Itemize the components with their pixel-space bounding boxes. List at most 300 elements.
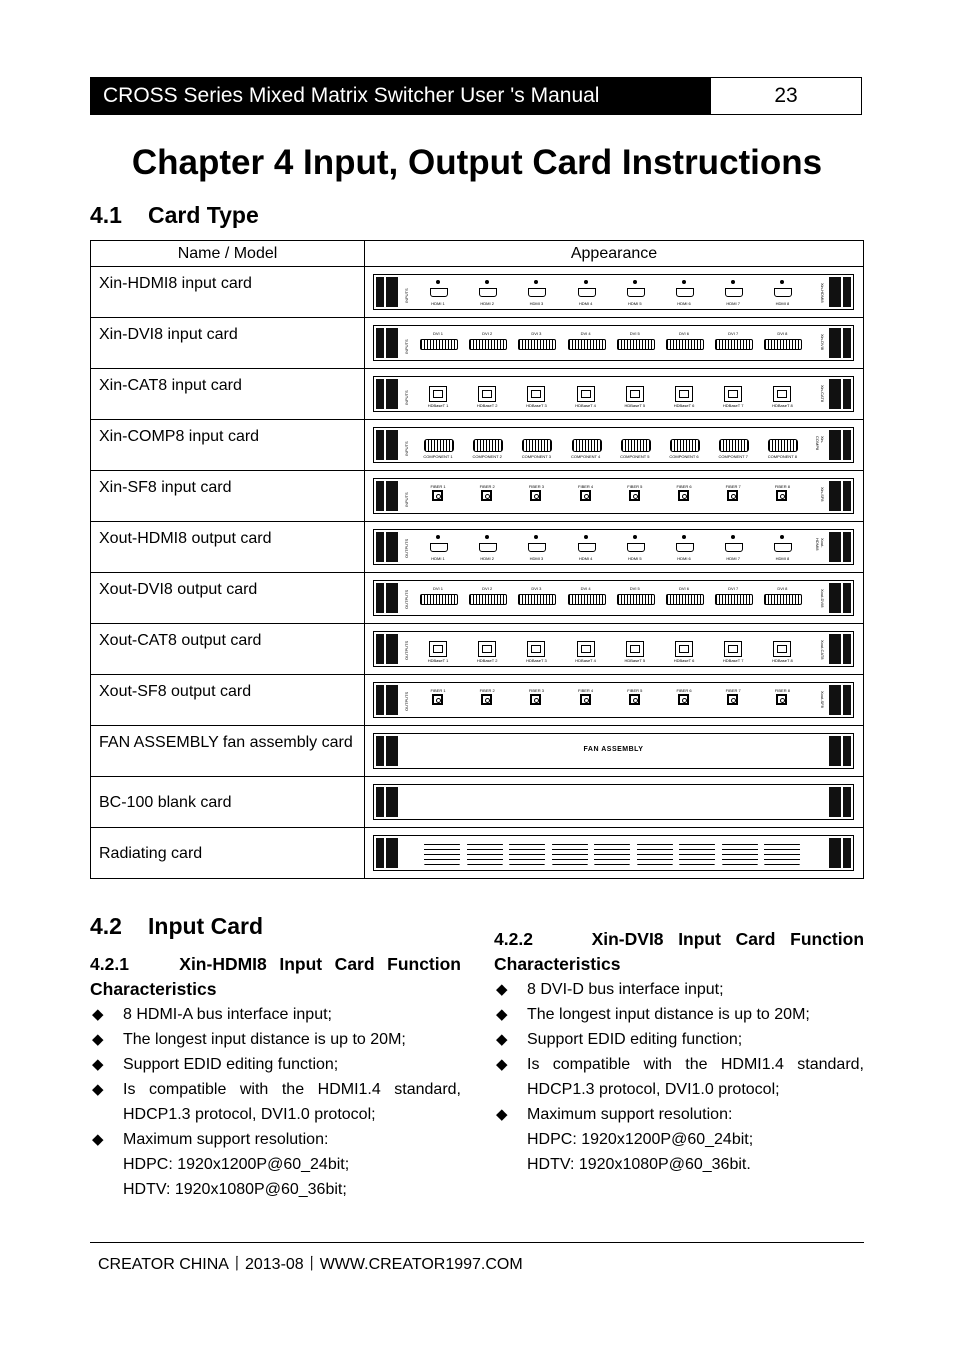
hdmi-connector-icon — [627, 543, 645, 552]
port-label: COMPONENT 5 — [620, 454, 650, 459]
dvi-connector-icon — [764, 594, 802, 605]
port-label: HDBaseT 3 — [526, 403, 547, 408]
vent-slots-icon — [722, 841, 758, 867]
vent-slots-icon — [594, 841, 630, 867]
card-appearance — [365, 267, 864, 318]
panel-side-label-right: Xin-SF8 — [820, 487, 825, 502]
subsection-heading-4-2-1 — [90, 952, 461, 1002]
panel-mounting-ear — [376, 379, 398, 409]
panel-side-label-left: INPUTS — [404, 441, 409, 456]
port-label: HDBaseT 1 — [427, 403, 449, 408]
port-label: HDMI 2 — [480, 556, 494, 561]
power-led-icon — [731, 280, 735, 284]
panel-side-label-left: INPUTS — [404, 492, 409, 507]
rj-port — [467, 637, 507, 663]
hdmi-port — [566, 280, 606, 306]
power-led-icon — [780, 280, 784, 284]
bullet-item: ◆ 8 DVI-D bus interface input; — [494, 977, 864, 1002]
rj45-connector-icon — [527, 386, 545, 402]
hdmi-connector-icon — [479, 288, 497, 297]
column-header-appearance: Appearance — [365, 241, 864, 267]
table-row — [91, 828, 864, 879]
port-label: DVI 3 — [531, 331, 542, 336]
panel-mounting-ear — [376, 787, 398, 817]
panel-face — [400, 379, 827, 409]
card-name: Xin-COMP8 input card — [91, 420, 365, 471]
panel-mounting-ear — [829, 736, 851, 766]
card-appearance — [365, 522, 864, 573]
port-label: HDBaseT 7 — [722, 658, 744, 663]
panel-mounting-ear — [829, 838, 851, 868]
subsection-number: 4.2.2 — [494, 929, 533, 949]
dvi-connector-icon — [568, 339, 606, 350]
fiber-port — [713, 484, 753, 510]
card-name: Xin-DVI8 input card — [91, 318, 365, 369]
hdmi-port — [664, 535, 704, 561]
port-label: HDMI 7 — [726, 301, 740, 306]
panel-mounting-ear — [376, 838, 398, 868]
section-number: 4.2 — [90, 913, 122, 939]
dvi-port — [762, 586, 802, 612]
fiber-port — [762, 688, 802, 714]
rj45-connector-icon — [429, 641, 447, 657]
rj-port — [762, 382, 802, 408]
hdmi-connector-icon — [725, 288, 743, 297]
fiber-connector-icon — [776, 694, 787, 705]
port-label: FIBER 4 — [578, 688, 594, 693]
rj-port — [566, 382, 606, 408]
footer-divider — [90, 1242, 864, 1243]
db-port — [713, 433, 753, 459]
port-label: HDMI 8 — [775, 556, 790, 561]
resolution-line: HDTV: 1920x1080P@60_36bit. — [527, 1156, 751, 1173]
port-label: HDMI 3 — [529, 301, 544, 306]
dvi-port — [418, 331, 458, 357]
rj-port — [418, 382, 458, 408]
port-label: HDMI 2 — [480, 301, 494, 306]
dvi-port — [467, 331, 507, 357]
card-panel-image — [373, 274, 854, 310]
section-heading-4-1 — [90, 202, 259, 229]
panel-face — [400, 481, 827, 511]
vga-connector-icon — [424, 439, 454, 452]
panel-side-label-right: Xout-SF8 — [820, 691, 825, 708]
panel-side-label-right: Xin-HDMI8 — [820, 283, 825, 303]
card-appearance — [365, 369, 864, 420]
fiber-connector-icon — [481, 490, 492, 501]
dvi-connector-icon — [666, 339, 704, 350]
dvi-connector-icon — [469, 594, 507, 605]
power-led-icon — [633, 535, 637, 539]
panel-side-label-right: Xout-HDMI8 — [815, 538, 825, 551]
hdmi-port — [467, 535, 507, 561]
panel-side-label-right: Xin-COMP8 — [815, 436, 825, 451]
power-led-icon — [534, 535, 538, 539]
port-label: DVI 1 — [432, 586, 443, 591]
table-row — [91, 471, 864, 522]
fiber-port — [664, 484, 704, 510]
card-panel-image — [373, 784, 854, 820]
db-port — [418, 433, 458, 459]
fiber-port — [516, 484, 556, 510]
rj45-connector-icon — [675, 386, 693, 402]
hdmi-connector-icon — [676, 543, 694, 552]
card-appearance — [365, 624, 864, 675]
dvi-port — [615, 331, 655, 357]
rj45-connector-icon — [478, 641, 496, 657]
hdmi-port — [762, 280, 802, 306]
section-heading-4-2 — [90, 913, 263, 940]
port-label: FIBER 4 — [578, 484, 594, 489]
port-label: DVI 1 — [432, 331, 443, 336]
port-label: DVI 2 — [482, 331, 493, 336]
resolution-line: HDTV: 1920x1080P@60_36bit; — [123, 1181, 347, 1198]
fiber-connector-icon — [727, 490, 738, 501]
port-label: COMPONENT 2 — [472, 454, 502, 459]
chapter-title: Chapter 4 Input, Output Card Instructions — [131, 143, 823, 182]
dvi-connector-icon — [617, 594, 655, 605]
port-label: FIBER 6 — [676, 688, 692, 693]
port-label: FIBER 5 — [627, 688, 643, 693]
resolution-list — [494, 1127, 864, 1177]
port-label: FIBER 3 — [528, 688, 544, 693]
fiber-connector-icon — [727, 694, 738, 705]
card-appearance — [365, 777, 864, 828]
panel-side-label-right: Xout-DVI8 — [820, 589, 825, 608]
vga-connector-icon — [768, 439, 798, 452]
port-label: HDBaseT 1 — [427, 658, 449, 663]
vent-slots-icon — [509, 841, 545, 867]
hdmi-port — [615, 280, 655, 306]
table-row — [91, 369, 864, 420]
port-label: DVI 2 — [482, 586, 493, 591]
panel-mounting-ear — [829, 787, 851, 817]
table-row — [91, 420, 864, 471]
section-number: 4.1 — [90, 202, 122, 228]
vent-slots-icon — [679, 841, 715, 867]
port-label: HDMI 1 — [431, 301, 445, 306]
hdmi-port — [418, 280, 458, 306]
vent-slots-icon — [637, 841, 673, 867]
hdmi-connector-icon — [676, 288, 694, 297]
rj45-connector-icon — [577, 641, 595, 657]
db-port — [516, 433, 556, 459]
dvi-port — [418, 586, 458, 612]
dvi-connector-icon — [764, 339, 802, 350]
resolution-line: HDPC: 1920x1200P@60_24bit; — [527, 1131, 754, 1148]
subsection-title: Xin-DVI8 Input Card Function Characteristics — [494, 929, 865, 974]
fiber-port — [418, 484, 458, 510]
hdmi-connector-icon — [528, 288, 546, 297]
rj-port — [664, 382, 704, 408]
page-number: 23 — [774, 84, 798, 107]
port-label: DVI 5 — [629, 331, 640, 336]
dvi-connector-icon — [420, 594, 458, 605]
card-panel-image — [373, 835, 854, 871]
panel-side-label-left: INPUTS — [404, 288, 409, 303]
fiber-connector-icon — [776, 490, 787, 501]
db-port — [762, 433, 802, 459]
panel-side-label-right: Xin-DVI8 — [820, 334, 825, 351]
column-left — [90, 952, 461, 1202]
fiber-connector-icon — [678, 490, 689, 501]
panel-mounting-ear — [376, 583, 398, 613]
rj-port — [762, 637, 802, 663]
rj-port — [615, 382, 655, 408]
panel-mounting-ear — [829, 481, 851, 511]
card-appearance — [365, 420, 864, 471]
panel-side-label-right: Xin-CAT8 — [820, 385, 825, 403]
vga-connector-icon — [572, 439, 602, 452]
power-led-icon — [485, 535, 489, 539]
rj-port — [713, 637, 753, 663]
fiber-connector-icon — [530, 694, 541, 705]
port-label: COMPONENT 4 — [570, 454, 601, 459]
port-label: FIBER 5 — [627, 484, 643, 489]
port-label: DVI 4 — [580, 586, 591, 591]
rj-port — [566, 637, 606, 663]
card-panel-image — [373, 580, 854, 616]
fiber-port — [516, 688, 556, 714]
port-label: DVI 6 — [678, 586, 689, 591]
rj45-connector-icon — [773, 386, 791, 402]
column-header-name: Name / Model — [91, 241, 365, 267]
dvi-connector-icon — [518, 594, 556, 605]
card-name: FAN ASSEMBLY fan assembly card — [91, 726, 365, 777]
panel-mounting-ear — [829, 583, 851, 613]
hdmi-connector-icon — [725, 543, 743, 552]
rj45-connector-icon — [626, 641, 644, 657]
card-name: Radiating card — [91, 828, 365, 879]
power-led-icon — [780, 535, 784, 539]
panel-side-label-left: OUTPUTS — [404, 640, 409, 660]
port-label: COMPONENT 7 — [718, 454, 748, 459]
panel-mounting-ear — [376, 328, 398, 358]
panel-side-label-left: INPUTS — [404, 339, 409, 354]
manual-title: CROSS Series Mixed Matrix Switcher User 's Manual — [91, 78, 711, 114]
card-appearance — [365, 471, 864, 522]
panel-mounting-ear — [829, 430, 851, 460]
table-row — [91, 318, 864, 369]
dvi-connector-icon — [617, 339, 655, 350]
port-label: HDBaseT 5 — [624, 658, 646, 663]
port-label: DVI 8 — [777, 331, 788, 336]
fiber-connector-icon — [629, 694, 640, 705]
fiber-connector-icon — [629, 490, 640, 501]
fiber-connector-icon — [432, 490, 443, 501]
hdmi-connector-icon — [578, 288, 596, 297]
fiber-port — [615, 688, 655, 714]
rj45-connector-icon — [626, 386, 644, 402]
rj-port — [418, 637, 458, 663]
power-led-icon — [682, 535, 686, 539]
db-port — [566, 433, 606, 459]
power-led-icon — [731, 535, 735, 539]
port-label: HDBaseT 4 — [575, 403, 596, 408]
panel-face — [400, 685, 827, 715]
card-appearance — [365, 318, 864, 369]
port-label: HDMI 5 — [628, 301, 642, 306]
card-name: Xout-CAT8 output card — [91, 624, 365, 675]
panel-side-label-left: OUTPUTS — [404, 691, 409, 711]
panel-mounting-ear — [376, 634, 398, 664]
card-panel-image — [373, 682, 854, 718]
card-appearance — [365, 726, 864, 777]
column-right — [494, 927, 864, 1177]
card-panel-image — [373, 478, 854, 514]
port-label: HDMI 5 — [628, 556, 642, 561]
power-led-icon — [682, 280, 686, 284]
section-title: Input Card — [148, 913, 263, 939]
panel-side-label-left: OUTPUTS — [404, 538, 409, 558]
dvi-connector-icon — [666, 594, 704, 605]
fiber-connector-icon — [530, 490, 541, 501]
panel-mounting-ear — [376, 481, 398, 511]
bullet-item: ◆ Support EDID editing function; — [494, 1027, 864, 1052]
power-led-icon — [436, 535, 440, 539]
port-label: HDBaseT 8 — [772, 658, 793, 663]
table-row — [91, 675, 864, 726]
dvi-connector-icon — [715, 594, 753, 605]
card-appearance — [365, 828, 864, 879]
hdmi-port — [516, 535, 556, 561]
bullet-item: ◆ Support EDID editing function; — [90, 1052, 461, 1077]
panel-side-label-right: Xout-CAT8 — [820, 640, 825, 660]
hdmi-connector-icon — [774, 543, 792, 552]
card-appearance — [365, 573, 864, 624]
rj-port — [467, 382, 507, 408]
panel-mounting-ear — [829, 532, 851, 562]
hdmi-port — [516, 280, 556, 306]
hdmi-port — [467, 280, 507, 306]
card-panel-image — [373, 427, 854, 463]
fiber-port — [762, 484, 802, 510]
panel-mounting-ear — [376, 685, 398, 715]
dvi-port — [713, 331, 753, 357]
port-label: HDMI 8 — [775, 301, 790, 306]
dvi-port — [664, 586, 704, 612]
bullet-item: ◆ 8 HDMI-A bus interface input; — [90, 1002, 461, 1027]
resolution-line: HDPC: 1920x1200P@60_24bit; — [123, 1156, 350, 1173]
port-label: DVI 7 — [728, 586, 739, 591]
port-label: DVI 8 — [777, 586, 788, 591]
panel-face — [400, 430, 827, 460]
hdmi-port — [418, 535, 458, 561]
fiber-port — [467, 688, 507, 714]
subsection-number: 4.2.1 — [90, 954, 129, 974]
power-led-icon — [485, 280, 489, 284]
port-label: HDMI 1 — [431, 556, 445, 561]
hdmi-connector-icon — [627, 288, 645, 297]
table-row — [91, 522, 864, 573]
table-row — [91, 267, 864, 318]
dvi-connector-icon — [715, 339, 753, 350]
rj-port — [713, 382, 753, 408]
panel-face — [400, 787, 827, 817]
dvi-port — [762, 331, 802, 357]
hdmi-port — [713, 280, 753, 306]
dvi-connector-icon — [420, 339, 458, 350]
port-label: FIBER 8 — [774, 688, 790, 693]
card-name: Xout-SF8 output card — [91, 675, 365, 726]
rj-port — [664, 637, 704, 663]
rj45-connector-icon — [724, 641, 742, 657]
hdmi-port — [566, 535, 606, 561]
vent-slots-icon — [424, 841, 460, 867]
hdmi-connector-icon — [430, 543, 448, 552]
footer-text: CREATOR CHINA丨2013-08丨WWW.CREATOR1997.COM — [98, 1256, 523, 1273]
port-label: FIBER 2 — [479, 688, 495, 693]
card-name: BC-100 blank card — [91, 777, 365, 828]
rj45-connector-icon — [527, 641, 545, 657]
panel-mounting-ear — [829, 685, 851, 715]
rj45-connector-icon — [675, 641, 693, 657]
bullet-item: ◆ The longest input distance is up to 20M; — [90, 1027, 461, 1052]
hdmi-port — [615, 535, 655, 561]
port-label: DVI 7 — [728, 331, 739, 336]
port-label: DVI 6 — [678, 331, 689, 336]
card-panel-image — [373, 529, 854, 565]
port-label: COMPONENT 3 — [521, 454, 552, 459]
panel-mounting-ear — [376, 532, 398, 562]
port-label: COMPONENT 8 — [767, 454, 798, 459]
port-label: HDBaseT 6 — [673, 403, 695, 408]
vent-slots-icon — [552, 841, 588, 867]
hdmi-port — [664, 280, 704, 306]
dvi-port — [664, 331, 704, 357]
panel-mounting-ear — [376, 430, 398, 460]
panel-side-label-left: OUTPUTS — [404, 589, 409, 609]
panel-mounting-ear — [829, 634, 851, 664]
port-label: HDBaseT 8 — [772, 403, 793, 408]
card-type-table — [90, 240, 864, 879]
db-port — [467, 433, 507, 459]
dvi-port — [566, 331, 606, 357]
port-label: HDBaseT 3 — [526, 658, 547, 663]
dvi-connector-icon — [469, 339, 507, 350]
port-label: HDMI 3 — [529, 556, 544, 561]
panel-face — [400, 838, 827, 868]
port-label: COMPONENT 1 — [423, 454, 453, 459]
port-label: FIBER 8 — [774, 484, 790, 489]
bullet-item: ◆ Is compatible with the HDMI1.4 standard, HDCP1.3 protocol, DVI1.0 protocol; — [494, 1052, 864, 1102]
fan-assembly-label: FAN ASSEMBLY — [583, 746, 644, 753]
card-name: Xin-SF8 input card — [91, 471, 365, 522]
page-header — [90, 77, 862, 115]
card-name: Xout-HDMI8 output card — [91, 522, 365, 573]
fiber-port — [713, 688, 753, 714]
rj-port — [516, 382, 556, 408]
power-led-icon — [584, 535, 588, 539]
hdmi-connector-icon — [528, 543, 546, 552]
port-label: DVI 5 — [629, 586, 640, 591]
bullet-item: ◆ The longest input distance is up to 20M; — [494, 1002, 864, 1027]
bullet-item: ◆ Maximum support resolution: — [90, 1127, 461, 1152]
port-label: HDMI 6 — [677, 556, 691, 561]
port-label: FIBER 3 — [528, 484, 544, 489]
fiber-connector-icon — [481, 694, 492, 705]
power-led-icon — [633, 280, 637, 284]
dvi-connector-icon — [568, 594, 606, 605]
dvi-port — [516, 331, 556, 357]
feature-list — [90, 1002, 461, 1152]
rj-port — [516, 637, 556, 663]
fiber-port — [418, 688, 458, 714]
hdmi-port — [713, 535, 753, 561]
rj45-connector-icon — [478, 386, 496, 402]
dvi-port — [467, 586, 507, 612]
port-label: COMPONENT 6 — [669, 454, 699, 459]
